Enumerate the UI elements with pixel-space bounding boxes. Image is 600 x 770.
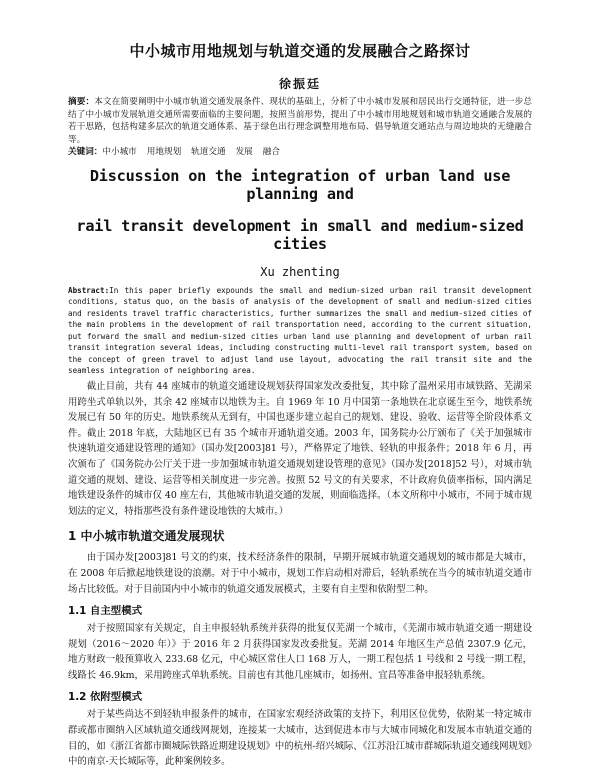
keyword-item: 用地规划 bbox=[146, 147, 182, 158]
section-1-paragraph: 由于国办发[2003]81 号文的约束，技术经济条件的限制，早期开展城市轨道交通规划的城市都是大城市，在 2008 年后掀起地铁建设的浪潮。对于中小城市，规划工作启动相对滞后，轻轨系统在当今的城市轨道交通市场占比较低。对于目前国内中小城市的轨道交通发展模式，主要有自主型和依附型二种。 bbox=[68, 552, 532, 595]
paper-title-cn: 中小城市用地规划与轨道交通的发展融合之路探讨 bbox=[129, 42, 471, 60]
keyword-item: 轨道交通 bbox=[191, 147, 226, 158]
abstract-cn-text: 本文在简要阐明中小城市轨道交通发展条件、现状的基础上，分析了中小城市发展和居民出行交通特征，进一步总结了中小城市发展轨道交通所需要面临的主要问题，按照当前形势，提出了中小城市用地规划和城市轨道交通融合发展的若干思路，包括构建多层次的轨道交通体系、基于绿色出行理念调整用地布局、倡导轨道交通站点与周边地块的无缝融合等。 bbox=[68, 97, 532, 145]
author-name-cn: 徐振廷 bbox=[278, 77, 321, 91]
abstract-en-label: Abstract: bbox=[68, 285, 110, 295]
section-1-1-heading: 1.1 自主型模式 bbox=[68, 605, 142, 618]
author-name-en: Xu zhenting bbox=[260, 264, 340, 279]
abstract-en bbox=[68, 285, 532, 377]
keyword-item: 融合 bbox=[262, 147, 280, 158]
keywords-cn-label: 关键词： bbox=[68, 147, 103, 158]
section-1-2-heading: 1.2 依附型模式 bbox=[68, 691, 142, 704]
paper-title-en-line1: Discussion on the integration of urban land use planning and bbox=[89, 166, 511, 203]
keyword-item: 中小城市 bbox=[102, 147, 137, 158]
section-1-1-paragraph: 对于按照国家有关规定，自主申报轻轨系统并获得的批复仅芜湖一个城市，《芜湖市城市轨道交通一期建设规划（2016～2020 年）》于 2016 年 2 月获得国家发改委批复。芜湖 2014 年地区生产总值 2307.9 亿元，地方财政一般预算收入 233.68 亿元，中心城区常住人口 168 万人，一期工程包括 1 号线和 2 号线一期工程，线路长 46.9km，采用跨座式单轨系统。目前也有其他几座城市，如扬州、宜昌等准备申报轻轨系统。 bbox=[68, 623, 532, 681]
abstract-cn-label: 摘要： bbox=[68, 97, 95, 107]
keyword-item: 发展 bbox=[235, 147, 253, 158]
intro-paragraph: 截止目前，共有 44 座城市的轨道交通建设规划获得国家发改委批复，其中除了温州采用市域铁路、芜湖采用跨坐式单轨以外，其余 42 座城市以地铁为主。自 1969 年 10 月中国第一条地铁在北京诞生至今，地铁系统发展已有 50 年的历史。地铁系统从无到有，中国也逐步建立起自己的规划、建设、验收、运营等全阶段体系文件。截止 2018 年底，大陆地区已有 35 个城市开通轨道交通。2003 年，国务院办公厅颁布了《关于加强城市快速轨道交通建设管理的通知》（国办发[2003]81 号），严格界定了地铁、轻轨的申报条件；2018 年 6 月，再次颁布了《国务院办公厅关于进一步加强城市轨道交通规划建设管理的意见》（国办发[2018]52 号），对城市轨道交通的规划、建设、运营等相关制度进一步完善。按照 52 号文的有关要求，不计政府负债率指标，国内满足地铁建设条件的城市仅 40 座左右，其他城市轨道交通的发展，则面临选择。（本文所称中小城市，不同于城市规划法的定义，特指那些没有条件建设地铁的大城市。） bbox=[68, 380, 532, 517]
section-1-2-paragraph: 对于某些尚达不到轻轨申报条件的城市，在国家宏观经济政策的支持下，利用区位优势，依附某一特定城市群或都市圈纳入区域轨道交通线网规划，连接某一大城市，达到促进本市与大城市同城化和发展本市轨道交通的目的，如《浙江省都市圈城际铁路近期建设规划》中的杭州-绍兴城际、《江苏沿江城市群城际轨道交通线网规划》中的南京-天长城际等，此种案例较多。 bbox=[68, 709, 532, 768]
section-1-heading: 1 中小城市轨道交通发展现状 bbox=[68, 529, 225, 544]
abstract-en-text: In this paper briefly expounds the small and medium-sized urban rail transit development conditions, status quo, on the basis of analysis of the development of small and medium-sized cities and residents travel traffic characteristics, further summarizes the small and medium-sized cities of the main problems in the development of rail transportation need, according to the current situation, put forward the small and medium-sized cities urban land use planning and development of urban rail transit integration several ideas, including constructing multi-level rail transport system, based on the concept of green travel to adjust land use layout, advocating the rail transit site and the seamless integration of neighboring area. bbox=[68, 285, 532, 376]
keywords-cn bbox=[68, 146, 532, 159]
paper-title-en-line2: rail transit development in small and medium-sized cities bbox=[76, 216, 524, 253]
abstract-cn bbox=[68, 96, 532, 146]
